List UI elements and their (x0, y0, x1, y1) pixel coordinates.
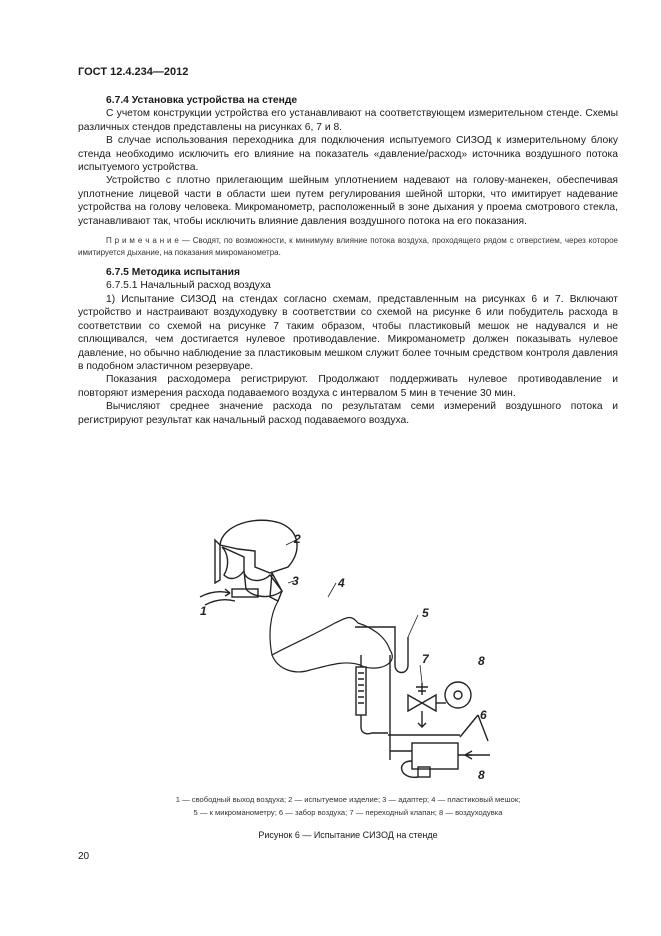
legend-line-1: 1 — свободный выход воздуха; 2 — испытуемое изделие; 3 — адаптер; 4 — пластиковый мешок; (175, 795, 521, 804)
label-6: 6 (480, 708, 487, 722)
section-674-heading: 6.7.4 Установка устройства на стенде (106, 95, 298, 106)
paragraph: Вычисляют среднее значение расхода по результатам семи измерений воздушного потока и регистрируют результат как начальный расход подаваемого воздуха. (78, 401, 618, 426)
paragraph: 1) Испытание СИЗОД на стендах согласно схемам, представленным на рисунках 6 и 7. Включают устройство и настраивают воздуходувку в соответствии со схемой на рисунке 6 или побудитель расхода в соответствии со схемой на рисунке 7 таким образом, чтобы пластиковый мешок не надувался и не сплющивался, чем достигается нулевое противодавление. Микроманометр должен показывать нулевое давление, но обычно наблюдение за пластиковым мешком служит более точным средством контроля давления в подобном эластичном резервуаре. (78, 293, 618, 372)
label-1: 1 (200, 604, 207, 618)
paragraph: Устройство с плотно прилегающим шейным уплотнением надевают на голову-манекен, обеспечивая уплотнение лицевой части в области шеи путем регулирования шейной шторки, что имитирует надевание устройства на голову человека. Микроманометр, расположенный в зоне дыхания у проема смотрового стекла, устанавливают так, чтобы исключить влияние давления воздушного потока на его показания. (78, 175, 618, 227)
test-stand-diagram (160, 505, 520, 790)
adapter (270, 573, 282, 601)
paragraph: В случае использования переходника для подключения испытуемого СИЗОД к измерительному блоку стенда необходимо исключить его влияние на показатель «давление/расход» источника воздушного потока испытуемого устройства. (78, 135, 618, 174)
plastic-bag (270, 601, 392, 672)
legend-line-2: 5 — к микроманометру; 6 — забор воздуха; 7 — переходный клапан; 8 — воздуходувка (193, 807, 503, 817)
label-3: 3 (292, 574, 299, 588)
section-675-heading: 6.7.5 Методика испытания (106, 267, 240, 279)
manikin-base (232, 589, 258, 597)
paragraph: Показания расходомера регистрируют. Продолжают поддерживать нулевое противодавление и повторяют измерения расхода подаваемого воздуха с интервалом 5 мин в течение 30 мин. (78, 374, 618, 399)
label-7: 7 (422, 652, 429, 666)
blower-top (445, 682, 471, 708)
blower-bottom (412, 743, 458, 769)
hood-outline (220, 520, 297, 573)
paragraph: С учетом конструкции устройства его устанавливают на соответствующем измерительном стенде. Схемы различных стендов представлены на рисунках 6, 7 и 8. (78, 108, 618, 133)
label-8-top: 8 (478, 654, 485, 668)
figure-legend (78, 794, 618, 819)
visor (215, 540, 220, 583)
label-8-bottom: 8 (478, 768, 485, 782)
note (78, 235, 618, 259)
page-content (78, 94, 618, 427)
outlet-arrow (205, 600, 235, 605)
document-header: ГОСТ 12.4.234—2012 (78, 66, 189, 78)
micromanometer-tube (355, 627, 408, 673)
note-label: П р и м е ч а н и е — (106, 236, 190, 246)
section-6751-subheading: 6.7.5.1 Начальный расход воздуха (106, 280, 271, 292)
label-5: 5 (422, 606, 429, 620)
figure-title: Рисунок 6 — Испытание СИЗОД на стенде (258, 830, 438, 840)
label-4: 4 (338, 576, 345, 590)
page-number: 20 (78, 851, 90, 862)
neck-seal (244, 571, 282, 597)
note-text: Сводят, по возможности, к минимуму влияние потока воздуха, проходящего рядом с отверстием, через которое имитируется дыхание, на показания микроманометра. (78, 236, 619, 258)
manikin-face (222, 547, 244, 578)
transfer-valve (408, 695, 436, 711)
label-2: 2 (294, 532, 301, 546)
